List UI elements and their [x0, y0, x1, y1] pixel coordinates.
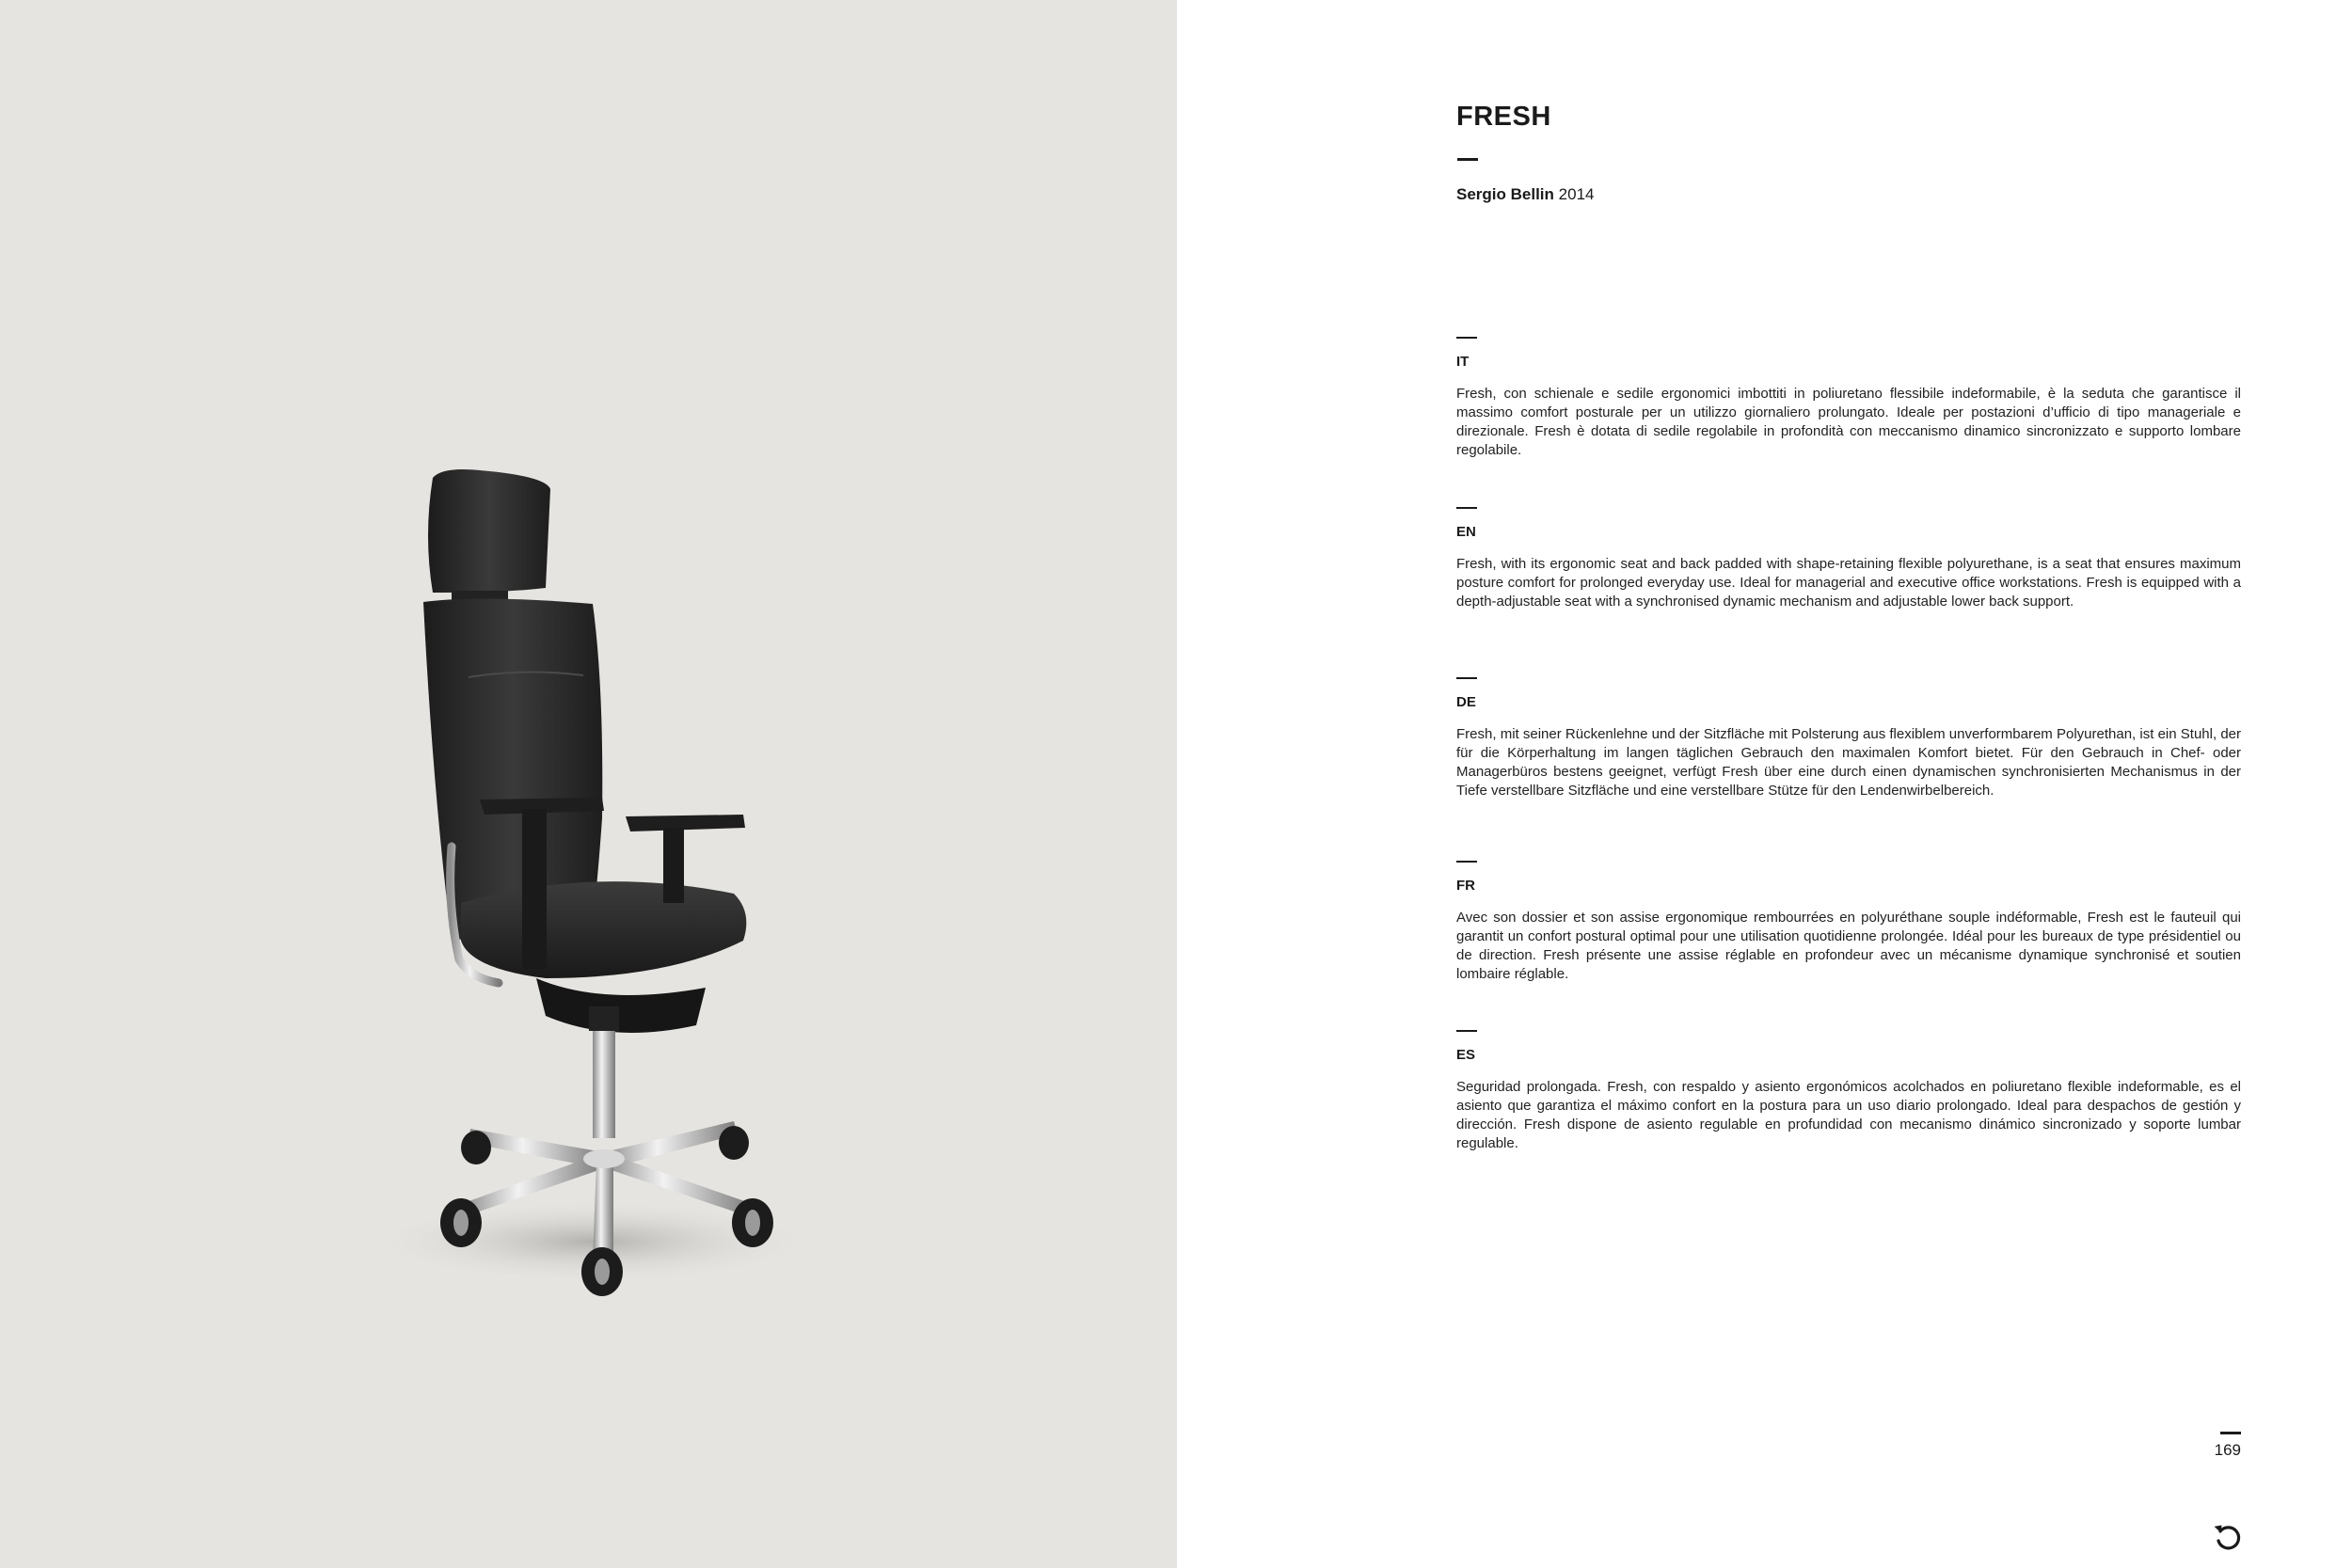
section-divider — [1456, 861, 1477, 863]
product-title: FRESH — [1456, 102, 1551, 132]
section-divider — [1456, 1030, 1477, 1032]
description-text: Seguridad prolongada. Fresh, con respaldo y asiento ergonómicos acolchados en poliuretano flexible indeformable, es el asiento que garantiza el máximo confort en la postura para un uso diario prolongado. Ideal para despachos de gestión y dirección. Fresh dispone de asiento regulable en profundidad con mecanismo dinámico sincronizado y soporte lumbar regulable. — [1456, 1078, 2241, 1151]
section-en — [1456, 507, 2241, 611]
page-number-divider — [2220, 1432, 2241, 1434]
language-label: ES — [1456, 1046, 1476, 1063]
language-label: DE — [1456, 693, 1476, 710]
designer-credit — [1456, 185, 1594, 204]
description-text: Fresh, con schienale e sedile ergonomici imbottiti in poliuretano flessibile indeformabile, è la seduta che garantisce il massimo comfort posturale per un utilizzo giornaliero prolungato. Ideale per postazioni d’ufficio di tipo manageriale e direzionale. Fresh è dotata di sedile regolabile in profondità con meccanismo dinamico sincronizzato e supporto lombare regolabile. — [1456, 385, 2241, 458]
designer-name: Sergio Bellin — [1456, 185, 1554, 203]
description-text: Avec son dossier et son assise ergonomique rembourrées en polyuréthane souple indéformable, Fresh est le fauteuil qui garantit un confort postural optimal pour une utilisation quotidienne prolongée. Idéal pour les bureaux de type présidentiel ou de direction. Fresh présente une assise réglable en profondeur avec un mécanisme dynamique synchronisé et soutien lombaire réglable. — [1456, 909, 2241, 982]
section-divider — [1456, 677, 1477, 679]
section-it — [1456, 337, 2241, 460]
section-de — [1456, 677, 2241, 800]
section-divider — [1456, 507, 1477, 509]
design-year: 2014 — [1558, 185, 1595, 203]
section-divider — [1456, 337, 1477, 339]
language-label: FR — [1456, 877, 1475, 894]
language-label: EN — [1456, 523, 1476, 540]
language-label: IT — [1456, 353, 1470, 370]
section-fr — [1456, 861, 2241, 984]
office-chair-image — [358, 451, 847, 1317]
back-button[interactable] — [2209, 1518, 2247, 1556]
description-text: Fresh, mit seiner Rückenlehne und der Sitzfläche mit Polsterung aus flexiblem unverformbarem Polyurethan, ist ein Stuhl, der für die Körperhaltung im langen täglichen Gebrauch den maximalen Komfort bietet. Für den Gebrauch in Chef- oder Managerbüros bestens geeignet, verfügt Fresh über eine durch einen dynamischen synchronisierten Mechanismus in der Tiefe verstellbare Sitzfläche und eine verstellbare Stütze für den Lendenwirbelbereich. — [1456, 725, 2241, 799]
page-number: 169 — [2214, 1441, 2241, 1459]
title-divider — [1457, 158, 1478, 161]
undo-arrow-icon — [2211, 1520, 2245, 1554]
section-es — [1456, 1030, 2241, 1153]
description-text: Fresh, with its ergonomic seat and back padded with shape-retaining flexible polyurethane, is a seat that ensures maximum posture comfort for prolonged everyday use. Ideal for managerial and executive office workstations. Fresh is equipped with a depth-adjustable seat with a synchronised dynamic mechanism and adjustable lower back support. — [1456, 555, 2241, 610]
